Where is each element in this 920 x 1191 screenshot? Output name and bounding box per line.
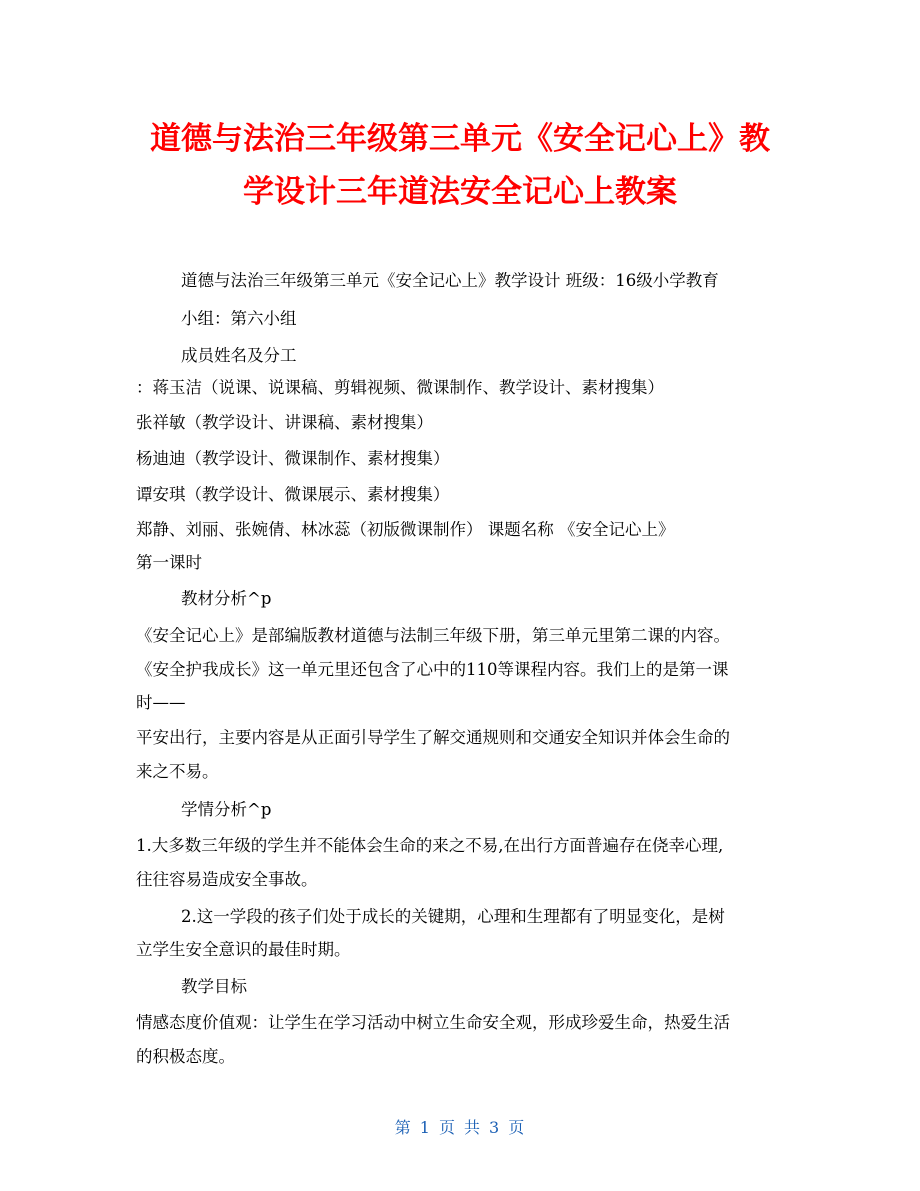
footer-ye: 页 bbox=[438, 1118, 456, 1137]
body-line-lesson: 第一课时 bbox=[136, 553, 202, 572]
body-line-textbook-5: 来之不易。 bbox=[136, 762, 219, 781]
footer-gong: 共 bbox=[464, 1118, 482, 1137]
body-line-goals-1: 情感态度价值观：让学生在学习活动中树立生命安全观，形成珍爱生命，热爱生活 bbox=[136, 1013, 730, 1032]
document-title-line-2: 学设计三年道法安全记心上教案 bbox=[243, 174, 677, 210]
heading-textbook-analysis: 教材分析^p bbox=[181, 589, 272, 608]
body-line-group: 小组：第六小组 bbox=[181, 309, 297, 328]
heading-teaching-goals: 教学目标 bbox=[181, 977, 247, 996]
body-line-member-5-and-topic: 郑静、刘丽、张婉倩、林冰蕊（初版微课制作） 课题名称 《安全记心上》 bbox=[136, 520, 675, 539]
body-line-textbook-2: 《安全护我成长》这一单元里还包含了心中的110等课程内容。我们上的是第一课 bbox=[136, 660, 729, 679]
body-line-textbook-4: 平安出行，主要内容是从正面引导学生了解交通规则和交通安全知识并体会生命的 bbox=[136, 728, 730, 747]
body-line-student-3: 2.这一学段的孩子们处于成长的关键期，心理和生理都有了明显变化，是树 bbox=[181, 907, 725, 926]
body-line-student-1: 1.大多数三年级的学生并不能体会生命的来之不易,在出行方面普遍存在侥幸心理, bbox=[136, 836, 724, 855]
page-footer bbox=[0, 1115, 920, 1138]
document-title-line-1: 道德与法治三年级第三单元《安全记心上》教 bbox=[150, 121, 770, 157]
body-line-textbook-1: 《安全记心上》是部编版教材道德与法制三年级下册，第三单元里第二课的内容。 bbox=[136, 626, 730, 645]
body-line-member-1: ：蒋玉洁（说课、说课稿、剪辑视频、微课制作、教学设计、素材搜集） bbox=[136, 378, 664, 397]
body-line-textbook-3: 时—— bbox=[136, 693, 186, 712]
body-line-member-2: 张祥敏（教学设计、讲课稿、素材搜集） bbox=[136, 413, 433, 432]
body-line-member-3: 杨迪迪（教学设计、微课制作、素材搜集） bbox=[136, 449, 450, 468]
body-line-student-4: 立学生安全意识的最佳时期。 bbox=[136, 940, 351, 959]
footer-page-number: 1 bbox=[419, 1118, 431, 1137]
body-line-members-heading: 成员姓名及分工 bbox=[181, 346, 297, 365]
footer-total-pages: 3 bbox=[489, 1118, 501, 1137]
body-line-goals-2: 的积极态度。 bbox=[136, 1047, 235, 1066]
body-line-student-2: 往往容易造成安全事故。 bbox=[136, 870, 318, 889]
footer-di: 第 bbox=[394, 1118, 412, 1137]
heading-student-analysis: 学情分析^p bbox=[181, 800, 272, 819]
body-line-class-info: 道德与法治三年级第三单元《安全记心上》教学设计 班级：16级小学教育 bbox=[181, 271, 719, 290]
body-line-member-4: 谭安琪（教学设计、微课展示、素材搜集） bbox=[136, 485, 450, 504]
footer-ye-2: 页 bbox=[508, 1118, 526, 1137]
